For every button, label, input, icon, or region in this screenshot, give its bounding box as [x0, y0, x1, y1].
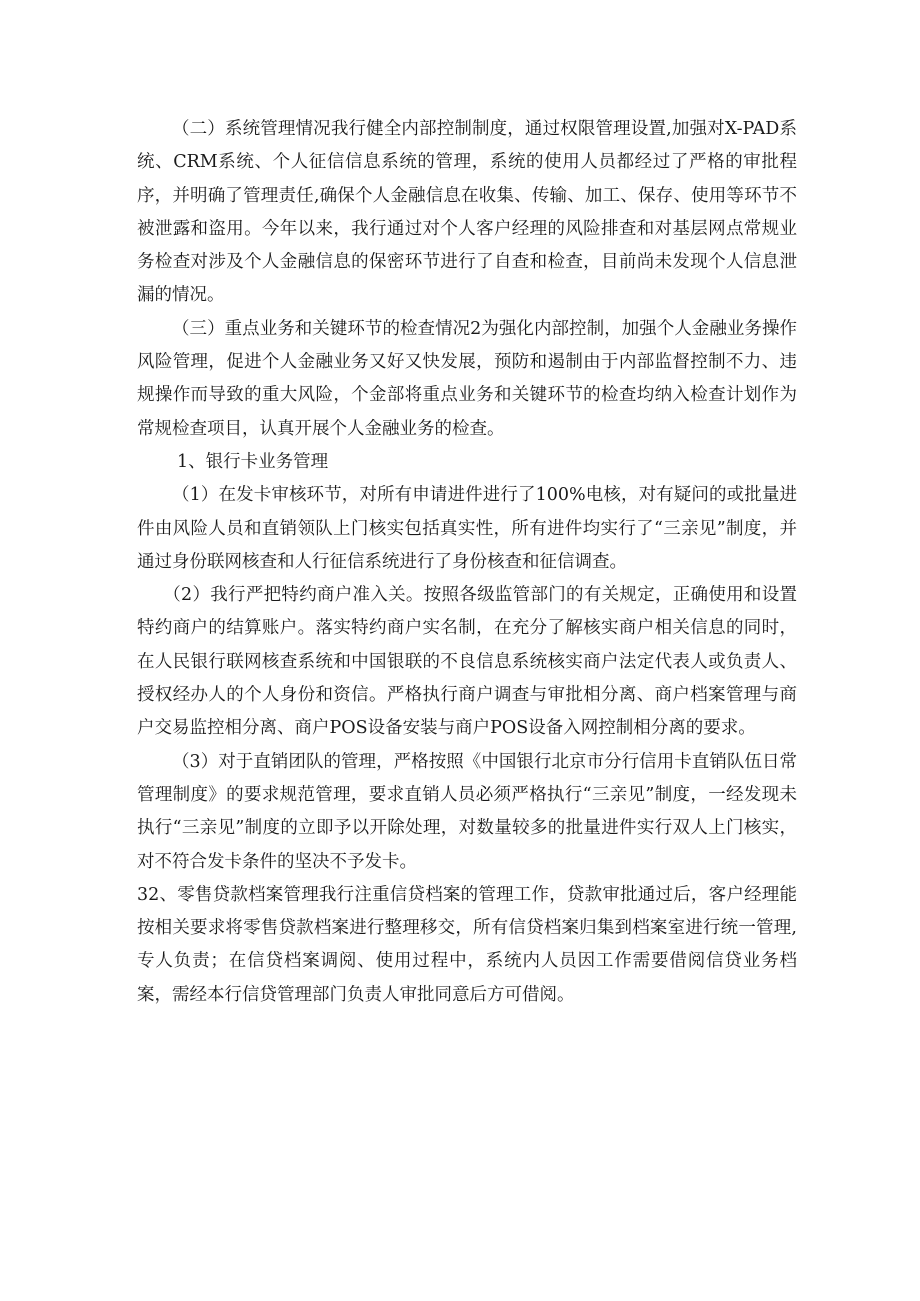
paragraph-card-issuance-review: （1）在发卡审核环节，对所有申请进件进行了100%电核，对有疑问的或批量进件由风险人员和直销领队上门核实包括真实性，所有进件均实行了“三亲见”制度，并通过身份联网核查和人行征信系统进行了身份核查和征信调查。: [137, 485, 797, 572]
paragraph-direct-sales-team: （3）对于直销团队的管理，严格按照《中国银行北京市分行信用卡直销队伍日常管理制度》的要求规范管理，要求直销人员必须严格执行“三亲见”制度，一经发现未执行“三亲见”制度的立即予以开除处理，对数量较多的批量进件实行双人上门核实，对不符合发卡条件的坚决不予发卡。: [137, 751, 797, 872]
paragraph-loan-archives: 32、零售贷款档案管理我行注重信贷档案的管理工作，贷款审批通过后，客户经理能按相关要求将零售贷款档案进行整理移交，所有信贷档案归集到档案室进行统一管理,专人负责；在信贷档案调阅、使用过程中，系统内人员因工作需要借阅信贷业务档案，需经本行信贷管理部门负责人审批同意后方可借阅。: [137, 884, 797, 1005]
section-heading-bank-card: 1、银行卡业务管理: [177, 451, 329, 472]
document-page: [137, 113, 797, 1012]
paragraph-merchant-admission: （2）我行严把特约商户准入关。按照各级监管部门的有关规定，正确使用和设置特约商户的结算账户。落实特约商户实名制，在充分了解核实商户相关信息的同时，在人民银行联网核查系统和中国银联的不良信息系统核实商户法定代表人或负责人、授权经办人的个人身份和资信。严格执行商户调查与审批相分离、商户档案管理与商户交易监控相分离、商户POS设备安装与商户POS设备入网控制相分离的要求。: [137, 585, 797, 739]
paragraph-key-business-inspection: （三）重点业务和关键环节的检查情况2为强化内部控制，加强个人金融业务操作风险管理，促进个人金融业务又好又快发展，预防和遏制由于内部监督控制不力、违规操作而导致的重大风险，个金部将重点业务和关键环节的检查均纳入检查计划作为常规检查项目，认真开展个人金融业务的检查。: [137, 318, 797, 439]
paragraph-system-management: （二）系统管理情况我行健全内部控制制度，通过权限管理设置,加强对X-PAD系统、CRM系统、个人征信信息系统的管理，系统的使用人员都经过了严格的审批程序，并明确了管理责任,确保个人金融信息在收集、传输、加工、保存、使用等环节不被泄露和盗用。今年以来，我行通过对个人客户经理的风险排查和对基层网点常规业务检查对涉及个人金融信息的保密环节进行了自查和检查，目前尚未发现个人信息泄漏的情况。: [137, 119, 797, 306]
